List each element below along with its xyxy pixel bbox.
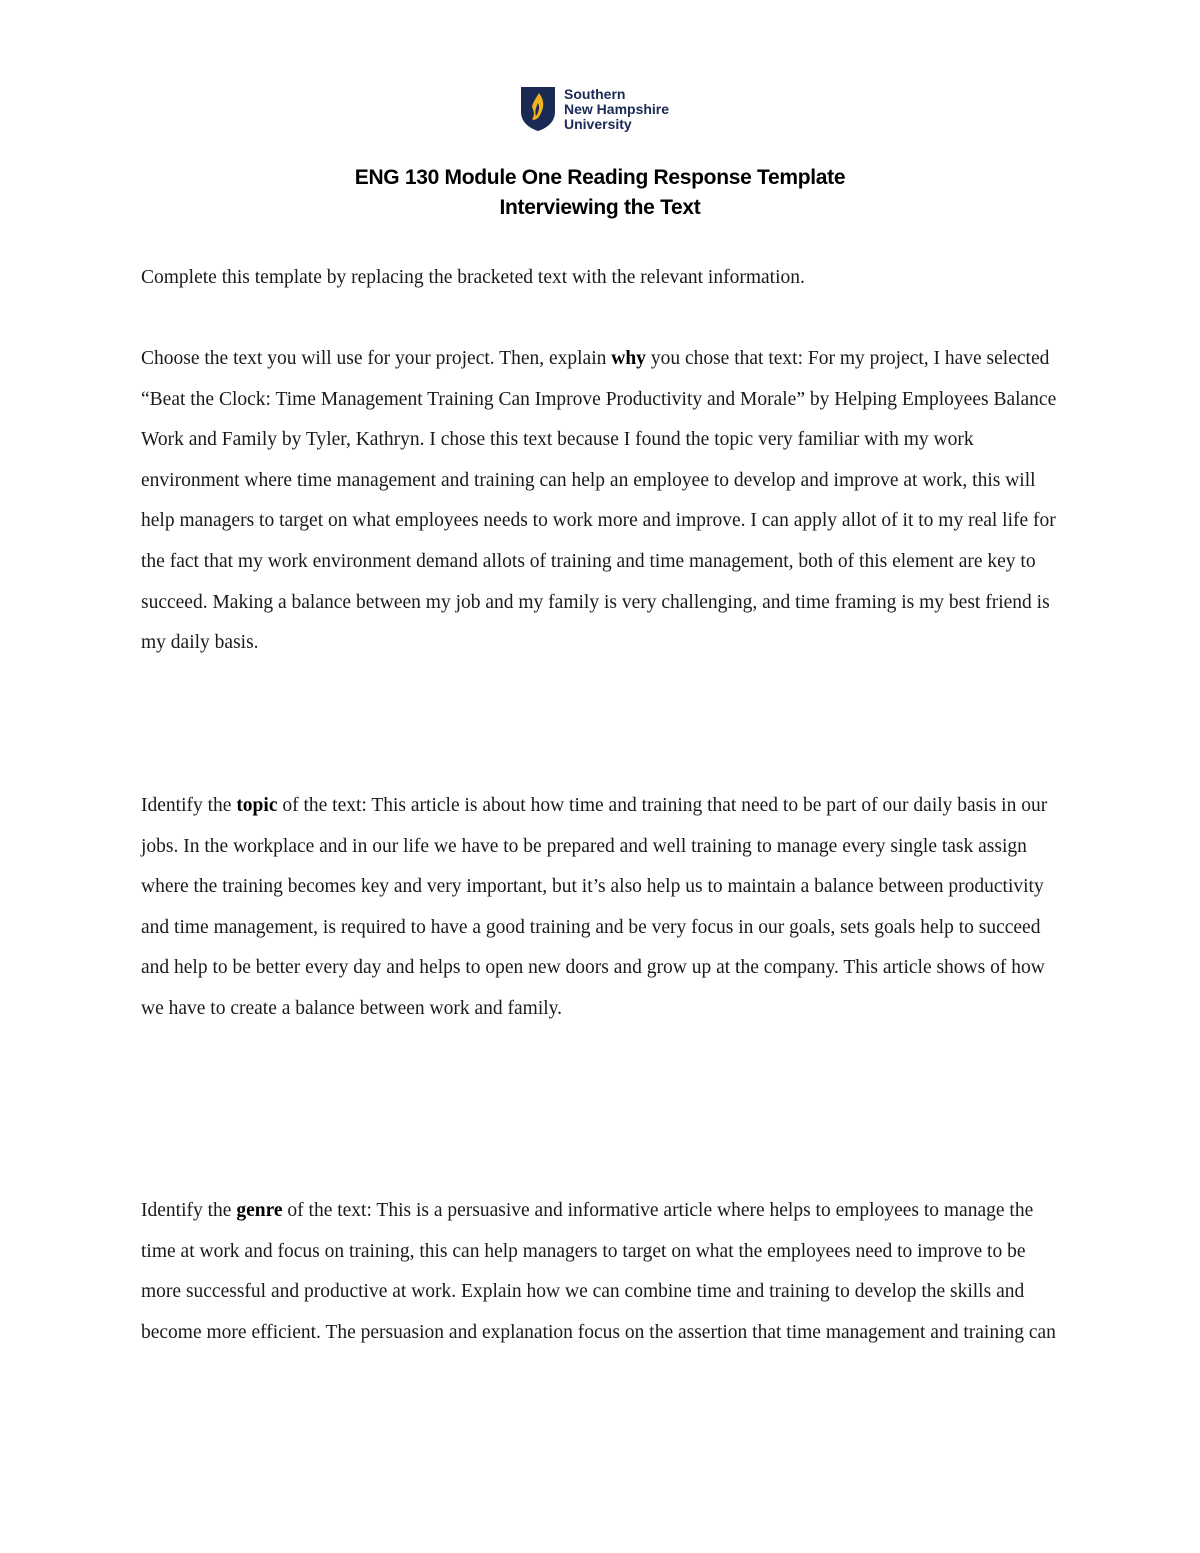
genre-keyword: genre xyxy=(236,1200,283,1221)
instructions-paragraph xyxy=(141,258,1066,299)
why-text: you chose that text: For my project, I have selected “Beat the Clock: Time Management Training Can Improve Productivity and Morale” by Helping Employees Balance Work and Family by Tyler, Kathryn. I chose this text because I found the topic very familiar with my work environment where time management and training can help an employee to develop and improve at work, this will help managers to target on what employees needs to work more and improve. I can apply allot of it to my real life for the fact that my work environment demand allots of training and time management, both of this element are key to succeed. Making a balance between my job and my family is very challenging, and time framing is my best friend is my daily basis. xyxy=(141,348,1057,654)
university-logo xyxy=(520,84,669,134)
document-title: ENG 130 Module One Reading Response Template xyxy=(354,166,846,189)
instructions-text: Complete this template by replacing the bracketed text with the relevant information. xyxy=(141,267,805,288)
why-keyword: why xyxy=(611,348,646,369)
logo-line-1: Southern xyxy=(564,85,626,102)
genre-prefix: Identify the xyxy=(141,1200,237,1221)
logo-line-3: University xyxy=(564,115,632,132)
document-title-block xyxy=(0,163,1200,223)
topic-text: of the text: This article is about how time and training that need to be part of our daily basis in our jobs. In the workplace and in our life we have to be prepared and well training to manage every single task assign where the training becomes key and very important, but it’s also help us to maintain a balance between productivity and time management, is required to have a good training and be very focus in our goals, sets goals help to succeed and help to be better every day and helps to open new doors and grow up at the company. This article shows of how we have to create a balance between work and family. xyxy=(141,795,1048,1019)
why-paragraph xyxy=(141,339,1066,664)
topic-keyword: topic xyxy=(236,795,278,816)
logo-wordmark xyxy=(564,87,669,132)
document-subtitle: Interviewing the Text xyxy=(499,196,701,219)
why-prefix: Choose the text you will use for your project. Then, explain xyxy=(141,348,612,369)
genre-paragraph xyxy=(141,1191,1066,1353)
logo-line-2: New Hampshire xyxy=(564,100,670,117)
topic-prefix: Identify the xyxy=(141,795,237,816)
genre-text: of the text: This is a persuasive and informative article where helps to employees to manage the time at work and focus on training, this can help managers to target on what the employees need to improve to be more successful and productive at work. Explain how we can combine time and training to develop the skills and become more efficient. The persuasion and explanation focus on the assertion that time management and training can xyxy=(141,1200,1056,1343)
topic-paragraph xyxy=(141,786,1066,1030)
shield-flame-icon xyxy=(520,86,556,132)
